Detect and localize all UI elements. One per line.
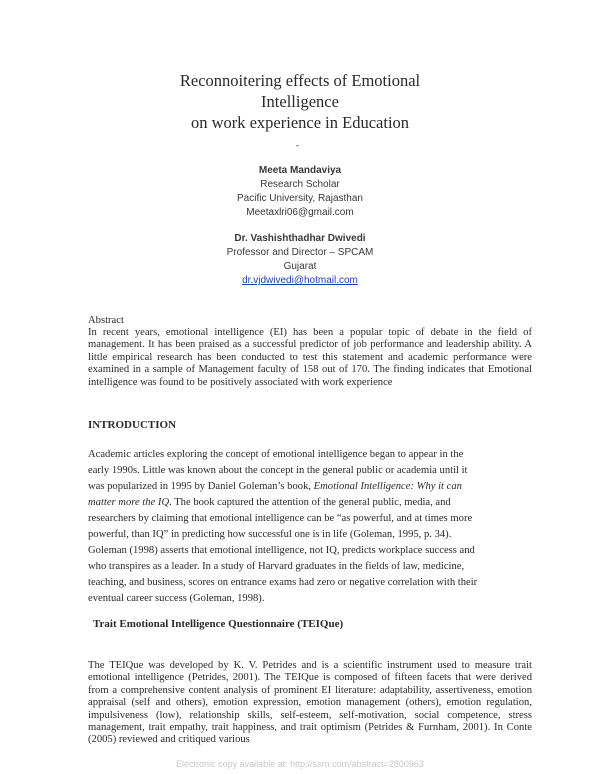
intro-line: early 1990s. Little was known about the concept in the general public or academia until it <box>88 465 468 476</box>
author-2-location: Gujarat <box>283 261 317 272</box>
intro-line: eventual career success (Goleman, 1998). <box>88 593 265 604</box>
author-1-role: Research Scholar <box>260 179 340 190</box>
book-title: Emotional Intelligence: Why it can <box>313 481 462 492</box>
abstract-text: In recent years, emotional intelligence (EI) has been a popular topic of debate in the field of management. It has been praised as a successful predictor of job performance and leadership ability. A little empirical research has been conducted to test this statement and academic performance were examined in a sample of Management faculty of 158 out of 170. The finding indicates that Emotional intelligence was found to be positively associated with work experience <box>88 327 532 388</box>
author-2-name: Dr. Vashishthadhar Dwivedi <box>234 233 366 244</box>
intro-text: . The book captured the attention of the general public, media, and <box>169 497 451 508</box>
title-line-2: Intelligence <box>261 92 339 111</box>
intro-line <box>88 496 451 509</box>
intro-line: researchers by claiming that emotional intelligence can be “as powerful, and at times more <box>88 513 473 524</box>
paper-title <box>80 70 520 133</box>
intro-line: Goleman (1998) asserts that emotional intelligence, not IQ, predicts workplace success and <box>88 545 475 556</box>
author-2-email-link[interactable]: dr.vjdwivedi@hotmail.com <box>242 275 358 286</box>
abstract-heading: Abstract <box>88 315 124 326</box>
intro-text: was popularized in 1995 by Daniel Goleman’s book, <box>88 481 314 492</box>
teique-text: The TEIQue was developed by K. V. Petrides and is a scientific instrument used to measure trait emotional intelligence (Petrides, 2001). The TEIQue is composed of fifteen facets that were derived from a comprehensive content analysis of prominent EI literature: adaptability, assertiveness, emotion appraisal (self and others), emotion expression, emotion management (others), emotion regulation, impulsiveness (low), relationship skills, self-esteem, self-motivation, social competence, stress management, trait empathy, trait happiness, and trait optimism (Petrides & Furnham, 2001). In Conte (2005) reviewed and critiqued various <box>88 660 532 746</box>
title-separator: - <box>296 140 299 150</box>
book-title-cont: matter more the IQ <box>88 497 170 508</box>
author-block-1 <box>120 164 480 220</box>
intro-line: who transpires as a leader. In a study of Harvard graduates in the fields of law, medicine, <box>88 561 465 572</box>
title-line-1: Reconnoitering effects of Emotional <box>179 71 421 90</box>
author-1-name: Meeta Mandaviya <box>258 165 342 176</box>
author-block-2 <box>120 232 480 288</box>
author-1-affiliation: Pacific University, Rajasthan <box>237 193 363 204</box>
introduction-heading: INTRODUCTION <box>88 419 177 431</box>
ssrn-footer: Electronic copy available at: http://ssrn.com/abstract=2800963 <box>176 759 424 769</box>
author-2-role: Professor and Director – SPCAM <box>226 247 374 258</box>
title-line-3: on work experience in Education <box>190 113 410 132</box>
intro-line: teaching, and business, scores on entrance exams had zero or negative correlation with their <box>88 577 478 588</box>
teique-heading: Trait Emotional Intelligence Questionnaire (TEIQue) <box>93 618 344 630</box>
author-1-email: Meetaxlri06@gmail.com <box>246 207 354 218</box>
intro-line <box>88 480 462 493</box>
intro-line: Academic articles exploring the concept of emotional intelligence began to appear in the <box>88 449 464 460</box>
intro-line: powerful, than IQ” in predicting how successful one is in life (Goleman, 1995, p. 34). <box>88 529 452 540</box>
